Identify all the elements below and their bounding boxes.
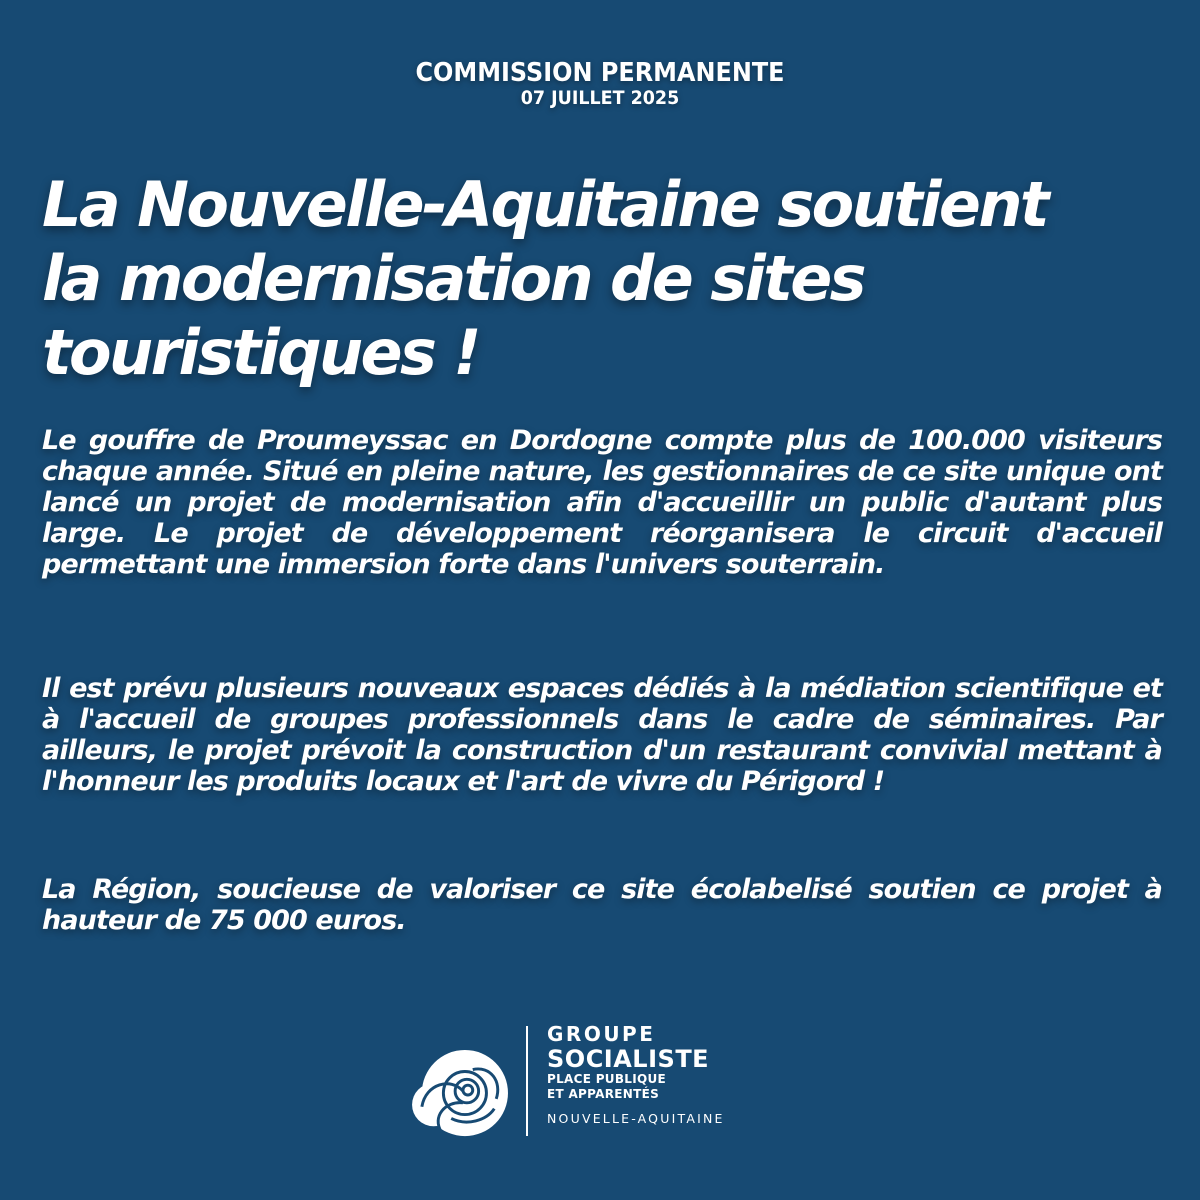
paragraph-intro: Le gouffre de Proumeyssac en Dordogne compte plus de 100.000 visiteurs chaque année. Situé en pleine nature, les gestionnaires de ce site unique ont lancé un projet de modernisation afin d'accueillir un public d'autant plus large. Le projet de développement réorganisera le circuit d'accueil permettant une immersion forte dans l'univers souterrain. xyxy=(42,425,1162,580)
header-title: COMMISSION PERMANENTE xyxy=(415,58,785,88)
rose-icon xyxy=(412,1048,510,1140)
header-date: 07 JUILLET 2025 xyxy=(520,87,680,109)
header xyxy=(0,58,1200,108)
headline-line-1: La Nouvelle-Aquitaine soutient xyxy=(42,168,1047,241)
headline-line-3: touristiques ! xyxy=(42,316,479,389)
logo-socialiste: SOCIALISTE xyxy=(547,1045,710,1073)
logo-apparentes: ET APPARENTÉS xyxy=(547,1087,660,1101)
logo-text xyxy=(547,1022,725,1126)
headline-line-2: la modernisation de sites xyxy=(42,242,864,315)
headline xyxy=(42,168,1192,390)
paragraph-funding: La Région, soucieuse de valoriser ce site écolabelisé soutien ce projet à hauteur de 75 000 euros. xyxy=(42,874,1162,936)
logo-divider xyxy=(526,1026,528,1136)
logo-groupe: GROUPE xyxy=(547,1022,656,1046)
logo-place-publique: PLACE PUBLIQUE xyxy=(547,1072,667,1086)
paragraph-details: Il est prévu plusieurs nouveaux espaces dédiés à la médiation scientifique et à l'accueil de groupes professionnels dans le cadre de séminaires. Par ailleurs, le projet prévoit la construction d'un restaurant convivial mettant à l'honneur les produits locaux et l'art de vivre du Périgord ! xyxy=(42,673,1162,797)
logo-region: NOUVELLE-AQUITAINE xyxy=(547,1111,725,1126)
group-logo xyxy=(412,1022,742,1140)
